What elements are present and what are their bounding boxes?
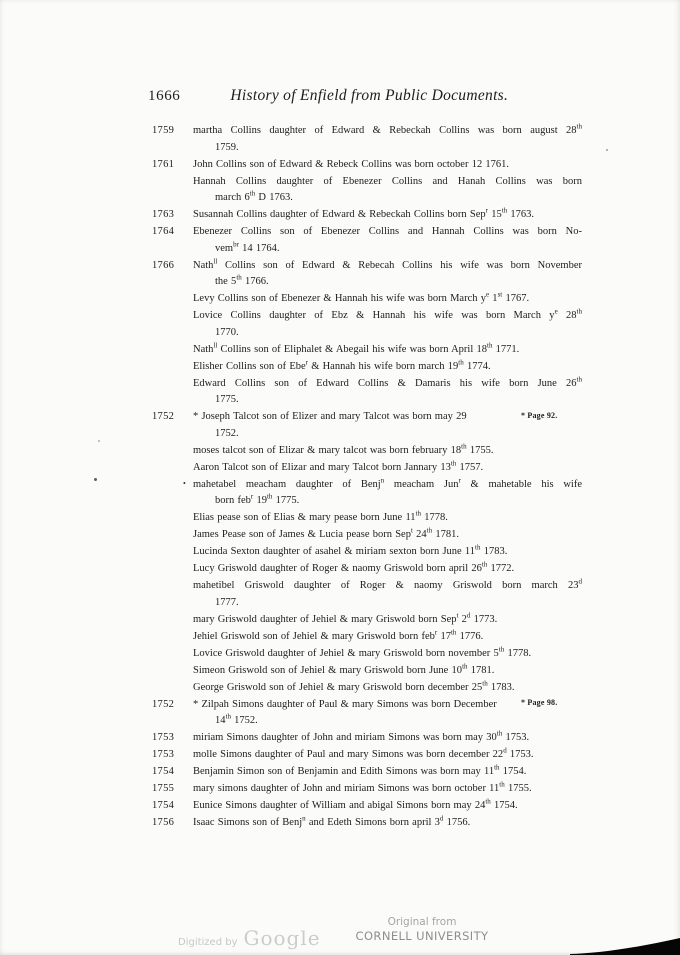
record-line: Aaron Talcot son of Elizar and mary Talcot born Jannary 13th 1757.	[193, 459, 484, 473]
margin-page-note: * Page 98.	[521, 698, 558, 707]
record-year	[152, 578, 193, 611]
record-line: 1775.	[215, 394, 239, 405]
record-year	[152, 376, 193, 409]
digitized-by-label: Digitized by	[178, 937, 238, 948]
record-year	[152, 342, 193, 359]
page-number: 1666	[148, 88, 181, 104]
record-year: 1756	[152, 817, 175, 828]
record-line: martha Collins daughter of Edward & Rebeckah Collins was born august 28th	[193, 122, 582, 136]
record-entry	[152, 781, 582, 798]
record-entry	[152, 646, 582, 663]
record-text	[193, 224, 582, 257]
record-entry	[152, 561, 582, 578]
record-line: Susannah Collins daughter of Edward & Rebeckah Collins born Sep$^r$ 15th 1763.	[193, 206, 535, 220]
record-entry	[152, 308, 582, 341]
record-year: 1754	[152, 766, 175, 777]
record-entry	[152, 359, 582, 376]
record-line: Jehiel Griswold son of Jehiel & mary Griswold born feb$^r$ 17th 1776.	[193, 628, 484, 642]
page-corner-curl	[570, 938, 680, 955]
original-from-label: Original from	[387, 916, 457, 928]
record-entry	[152, 697, 582, 730]
record-marker-dot: •	[183, 478, 186, 488]
record-text	[193, 174, 582, 207]
record-line: James Pease son of James & Lucia pease born Sep$^t$ 24th 1781.	[193, 526, 459, 540]
record-line: Benjamin Simon son of Benjamin and Edith Simons was born may 11th 1754.	[193, 763, 527, 777]
record-line: mahetibel Griswold daughter of Roger & naomy Griswold born march 23$^d$	[193, 577, 582, 591]
record-text	[193, 815, 582, 832]
record-year: 1753	[152, 732, 175, 743]
record-year: 1763	[152, 209, 175, 220]
google-logo: Google	[243, 926, 321, 950]
record-entry	[152, 747, 582, 764]
record-text	[193, 629, 582, 646]
record-year	[152, 612, 193, 629]
record-line: molle Simons daughter of Paul and mary Simons was born december 22$^d$ 1753.	[193, 746, 534, 760]
record-line: mahetabel meacham daughter of Benj$^n$ meacham Jun$^r$ & mahetable his wife	[193, 476, 582, 490]
record-line: Elisher Collins son of Ebe$^r$ & Hannah his wife born march 19th 1774.	[193, 358, 491, 372]
record-line: 1770.	[215, 326, 239, 338]
record-line: march 6th D 1763.	[215, 189, 293, 203]
record-line: Nath$^{ll}$ Collins son of Eliphalet & Abegail his wife was born April 18th 1771.	[193, 341, 520, 355]
record-line: Hannah Collins daughter of Ebenezer Collins and Hanah Collins was born	[193, 175, 582, 187]
record-line: moses talcot son of Elizar & mary talcot was born february 18th 1755.	[193, 442, 494, 456]
record-text	[193, 544, 582, 561]
record-text	[193, 680, 582, 697]
record-text	[193, 308, 582, 341]
record-text	[193, 764, 582, 781]
scan-speck	[98, 440, 100, 442]
record-text	[193, 646, 582, 663]
record-year: 1752	[152, 698, 175, 710]
record-line: Lucinda Sexton daughter of asahel & miriam sexton born June 11th 1783.	[193, 543, 508, 557]
record-text	[193, 359, 582, 376]
record-line: Levy Collins son of Ebenezer & Hannah his wife was born March $y^e$ 1st 1767.	[193, 290, 530, 304]
record-line: 1759.	[215, 141, 239, 153]
record-line: mary Griswold daughter of Jehiel & mary Griswold born Sep$^t$ 2$^d$ 1773.	[193, 611, 498, 625]
record-entry	[152, 460, 582, 477]
scan-speck	[606, 149, 608, 151]
record-line: miriam Simons daughter of John and miriam Simons was born may 30th 1753.	[193, 729, 530, 743]
record-year	[152, 510, 193, 527]
record-year	[152, 527, 193, 544]
scan-speck	[94, 478, 97, 481]
record-entry	[152, 443, 582, 460]
record-year	[152, 680, 193, 697]
record-text	[193, 291, 582, 308]
record-line: born feb$^r$ 19th 1775.	[215, 492, 300, 506]
record-year: 1753	[152, 749, 175, 760]
record-line: the 5th 1766.	[215, 273, 269, 287]
record-year	[152, 443, 193, 460]
record-text	[193, 207, 582, 224]
record-entry	[152, 798, 582, 815]
record-entry	[152, 815, 582, 832]
record-text	[193, 798, 582, 815]
record-year	[152, 477, 193, 510]
page-header	[148, 87, 508, 105]
record-entry	[152, 157, 582, 174]
record-text	[193, 376, 582, 409]
record-line: 14th 1752.	[215, 712, 258, 726]
record-entry	[152, 544, 582, 561]
record-year	[152, 308, 193, 341]
record-text	[193, 781, 582, 798]
record-text	[193, 258, 582, 291]
record-year	[152, 359, 193, 376]
record-year	[152, 561, 193, 578]
institution-label: CORNELL UNIVERSITY	[355, 929, 489, 943]
record-text	[193, 460, 582, 477]
record-line: Eunice Simons daughter of William and abigal Simons born may 24th 1754.	[193, 797, 518, 811]
record-text	[193, 443, 582, 460]
record-text	[193, 510, 582, 527]
record-text	[193, 157, 582, 174]
record-entry	[152, 527, 582, 544]
record-text	[193, 730, 582, 747]
record-year	[152, 291, 193, 308]
record-entry	[152, 510, 582, 527]
record-year: 1766	[152, 259, 175, 271]
record-year: 1754	[152, 800, 175, 811]
record-entry	[152, 174, 582, 207]
record-entry	[152, 764, 582, 781]
record-line: mary simons daughter of John and miriam Simons was born october 11th 1755.	[193, 780, 532, 794]
record-line: * Zilpah Simons daughter of Paul & mary Simons was born December	[193, 698, 497, 710]
record-entry	[152, 342, 582, 359]
record-line: Lovice Griswold daughter of Jehiel & mary Griswold born november 5th 1778.	[193, 645, 532, 659]
record-entry	[152, 730, 582, 747]
record-text	[193, 123, 582, 156]
record-text	[193, 342, 582, 359]
record-year	[152, 663, 193, 680]
record-text	[193, 612, 582, 629]
record-entry	[152, 409, 582, 442]
record-line: Ebenezer Collins son of Ebenezer Collins and Hannah Collins was born No-	[193, 226, 582, 237]
record-year	[152, 646, 193, 663]
record-line: 1752.	[215, 427, 239, 439]
birth-records-list	[152, 123, 582, 832]
record-text	[193, 663, 582, 680]
record-year: 1752	[152, 411, 175, 422]
record-year	[152, 544, 193, 561]
record-entry	[152, 680, 582, 697]
record-year	[152, 460, 193, 477]
record-entry	[152, 578, 582, 611]
record-line: Simeon Griswold son of Jehiel & mary Griswold born June 10th 1781.	[193, 662, 495, 676]
record-line: Isaac Simons son of Benj$^n$ and Edeth Simons born april 3$^d$ 1756.	[193, 814, 471, 828]
record-line: George Griswold son of Jehiel & mary Griswold born december 25th 1783.	[193, 679, 515, 693]
page-title: History of Enfield from Public Documents.	[230, 87, 509, 104]
record-line: 1777.	[215, 596, 239, 608]
record-text	[193, 477, 582, 510]
record-year: 1761	[152, 158, 175, 170]
digitized-by-watermark	[178, 926, 321, 950]
record-line: Elias pease son of Elias & mary pease born June 11th 1778.	[193, 509, 448, 523]
record-line: vem$^{br}$ 14 1764.	[215, 240, 280, 254]
record-entry	[152, 629, 582, 646]
record-text	[193, 561, 582, 578]
record-entry	[152, 291, 582, 308]
record-line: * Joseph Talcot son of Elizer and mary Talcot was born may 29	[193, 411, 467, 422]
record-year: 1764	[152, 226, 175, 237]
margin-page-note: * Page 92.	[521, 410, 558, 420]
record-text	[193, 578, 582, 611]
record-entry	[152, 207, 582, 224]
record-entry	[152, 612, 582, 629]
record-line: Edward Collins son of Edward Collins & Damaris his wife born June 26th	[193, 375, 582, 389]
record-entry	[152, 376, 582, 409]
record-year: 1759	[152, 125, 175, 136]
record-line: Nath$^{ll}$ Collins son of Edward & Rebecah Collins his wife was born November	[193, 257, 582, 271]
record-entry	[152, 224, 582, 257]
record-year: 1755	[152, 783, 175, 794]
record-text	[193, 747, 582, 764]
record-entry	[152, 663, 582, 680]
record-line: Lucy Griswold daughter of Roger & naomy Griswold born april 26th 1772.	[193, 560, 515, 574]
record-line: Lovice Collins daughter of Ebz & Hannah his wife was born March $y^e$ 28th	[193, 307, 582, 321]
record-entry	[152, 258, 582, 291]
record-entry	[152, 477, 582, 510]
original-from-watermark	[352, 916, 492, 943]
record-entry	[152, 123, 582, 156]
record-text	[193, 527, 582, 544]
record-year	[152, 629, 193, 646]
record-line: John Collins son of Edward & Rebeck Collins was born october 12 1761.	[193, 158, 510, 170]
record-year	[152, 174, 193, 207]
